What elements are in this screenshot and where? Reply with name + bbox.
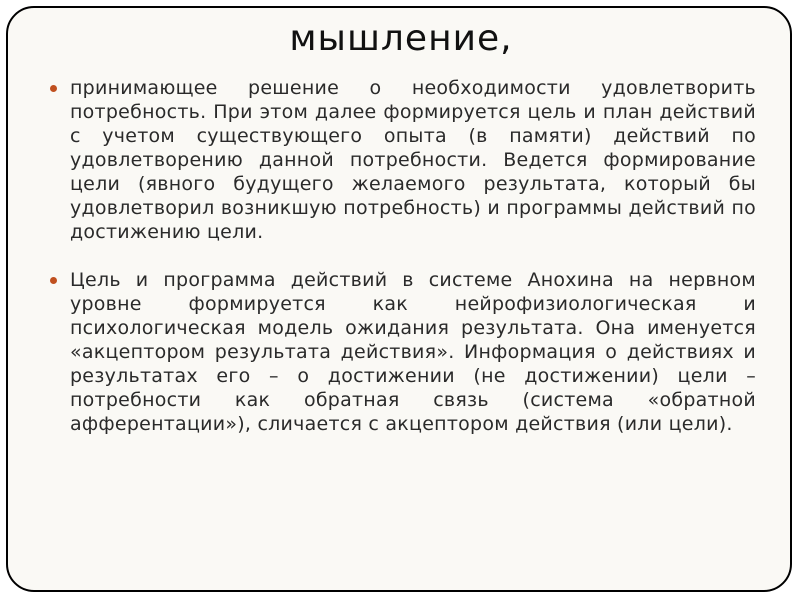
bullet-item: [50, 268, 756, 436]
bullet-text: Цель и программа действий в системе Анохина на нервном уровне формируется как нейрофизиологическая и психологическая модель ожидания результата. Она именуется «акцептором результата действия». Информация о действиях и результатах его – о достижении (не достижении) цели – потребности как обратная связь (система «обратной афферентации»), сличается с акцептором действия (или цели).: [70, 269, 756, 435]
bullet-list: [50, 76, 756, 460]
bullet-text: принимающее решение о необходимости удовлетворить потребность. При этом далее формируется цель и план действий с учетом существующего опыта (в памяти) действий по удовлетворению данной потребности. Ведется формирование цели (явного будущего желаемого результата, который бы удовлетворил возникшую потребность) и программы действий по достижению цели.: [70, 77, 756, 243]
bullet-dot-icon: [50, 277, 57, 284]
slide-title: мышление,: [289, 18, 513, 59]
bullet-dot-icon: [50, 85, 57, 92]
slide-frame: [6, 6, 792, 592]
bullet-item: [50, 76, 756, 244]
